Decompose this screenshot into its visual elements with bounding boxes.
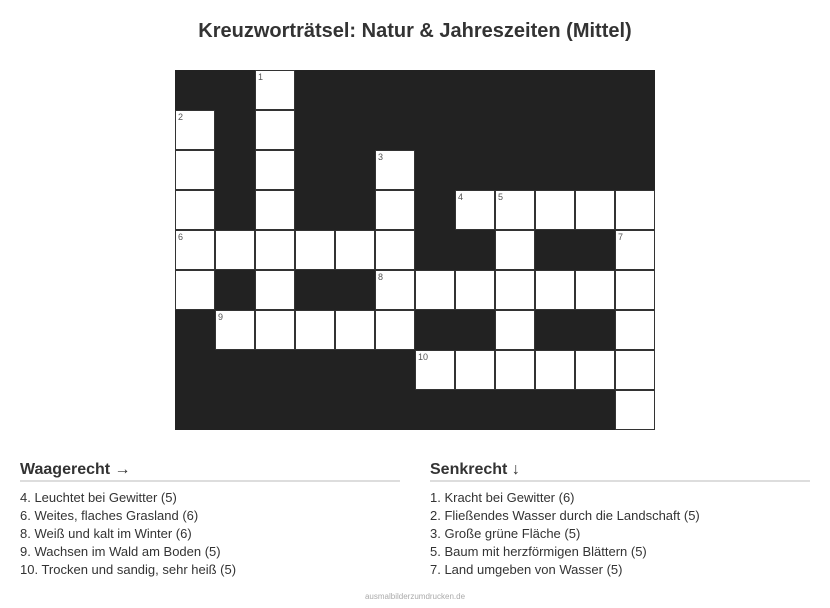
crossword-cell[interactable] [615,230,655,270]
crossword-cell[interactable] [375,270,415,310]
clue-item: 3. Große grüne Fläche (5) [430,526,581,541]
crossword-cell[interactable] [495,190,535,230]
crossword-cell[interactable] [615,310,655,350]
across-heading: Waagerecht → [20,461,400,482]
crossword-cell[interactable] [615,350,655,390]
clue-item: 1. Kracht bei Gewitter (6) [430,490,575,505]
crossword-cell[interactable] [215,310,255,350]
across-list [20,489,400,579]
crossword-cell[interactable] [455,270,495,310]
crossword-cell[interactable] [175,230,215,270]
crossword-cell[interactable] [575,190,615,230]
across-clues [20,461,400,579]
clue-item: 5. Baum mit herzförmigen Blättern (5) [430,544,647,559]
crossword-cell[interactable] [415,270,455,310]
page-title: Kreuzworträtsel: Natur & Jahreszeiten (Mittel) [198,20,632,42]
crossword-cell[interactable] [375,230,415,270]
crossword-cell[interactable] [375,150,415,190]
crossword-cell[interactable] [335,230,375,270]
clue-number: 8 [378,272,384,282]
crossword-cell[interactable] [535,190,575,230]
clue-item: 10. Trocken und sandig, sehr heiß (5) [20,562,237,577]
crossword-cell[interactable] [215,230,255,270]
crossword-cell[interactable] [175,110,215,150]
crossword-cell[interactable] [255,70,295,110]
crossword-cell[interactable] [615,390,655,430]
clue-item: 6. Weites, flaches Grasland (6) [20,508,199,523]
crossword-cell[interactable] [175,270,215,310]
crossword-grid [175,70,655,430]
crossword-cell[interactable] [175,150,215,190]
crossword-cell[interactable] [455,190,495,230]
down-list [430,489,810,579]
crossword-cell[interactable] [495,270,535,310]
footer-credit: ausmalbilderzumdrucken.de [364,592,466,601]
clue-number: 2 [178,112,184,122]
clue-item: 7. Land umgeben von Wasser (5) [430,562,623,577]
down-heading: Senkrecht ↓ [430,461,810,482]
clue-item: 8. Weiß und kalt im Winter (6) [20,526,192,541]
crossword-cell[interactable] [255,150,295,190]
crossword-cell[interactable] [295,310,335,350]
clue-number: 10 [418,352,429,362]
crossword-cell[interactable] [495,310,535,350]
crossword-cell[interactable] [495,230,535,270]
clue-item: 2. Fließendes Wasser durch die Landschaft (5) [430,508,700,523]
crossword-cell[interactable] [375,310,415,350]
crossword-cell[interactable] [255,230,295,270]
crossword-cell[interactable] [255,270,295,310]
crossword-cell[interactable] [495,350,535,390]
crossword-cell[interactable] [255,190,295,230]
clue-number: 9 [218,312,224,322]
crossword-cell[interactable] [255,310,295,350]
crossword-cell[interactable] [575,350,615,390]
clue-item: 4. Leuchtet bei Gewitter (5) [20,490,177,505]
clue-number: 5 [498,192,504,202]
crossword-cell[interactable] [615,270,655,310]
clue-number: 4 [458,192,464,202]
crossword-cell[interactable] [375,190,415,230]
clue-item: 9. Wachsen im Wald am Boden (5) [20,544,221,559]
down-clues [430,461,810,579]
crossword-cell[interactable] [575,270,615,310]
crossword-cell[interactable] [535,350,575,390]
crossword-cell[interactable] [455,350,495,390]
crossword-cell[interactable] [295,230,335,270]
clue-number: 3 [378,152,384,162]
crossword-cell[interactable] [415,350,455,390]
clue-number: 6 [178,232,184,242]
crossword-cell[interactable] [615,190,655,230]
crossword-cell[interactable] [335,310,375,350]
clue-number: 7 [618,232,624,242]
crossword-cell[interactable] [535,270,575,310]
crossword-cell[interactable] [175,190,215,230]
clue-number: 1 [258,72,264,82]
crossword-cell[interactable] [255,110,295,150]
